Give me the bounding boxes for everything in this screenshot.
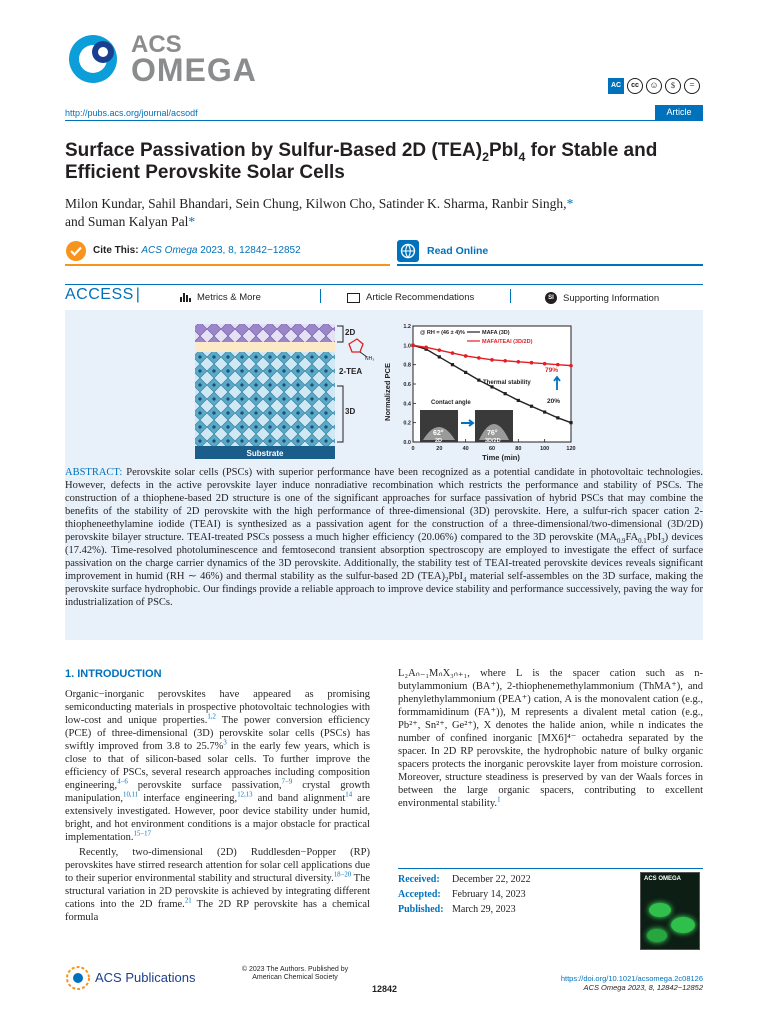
logo-acs-text: ACS xyxy=(131,31,182,58)
abstract-label: ABSTRACT: xyxy=(65,467,123,478)
toc-structure-figure xyxy=(193,322,383,460)
chart-xlabel: Time (min) xyxy=(482,453,520,462)
ref-link[interactable]: 4−6 xyxy=(117,778,128,786)
angle-3d2d: 76° xyxy=(487,430,498,437)
angle-2d: 62° xyxy=(433,430,444,437)
copyright-notice: © 2023 The Authors. Published by American Chemical Society xyxy=(241,966,349,981)
title-sub-1: 2 xyxy=(482,149,489,164)
abstract-text-3: material self-assembles on the 3D surface, making the perovskite surface hydrophobic. Our findings provide a reliable approach to improve device stability and performance successively, paving the way for industrialization of PSCs. xyxy=(65,571,703,608)
series-point-1 xyxy=(411,344,415,348)
read-online-link[interactable]: Read Online xyxy=(427,245,489,257)
cite-journal[interactable]: ACS Omega xyxy=(141,245,198,256)
nd-icon: = xyxy=(684,78,700,94)
abstract-text xyxy=(65,466,703,609)
series-point-1 xyxy=(530,361,534,365)
annotation-thermal: Thermal stability xyxy=(483,380,531,386)
license-icons xyxy=(608,78,704,94)
supporting-info-label: Supporting Information xyxy=(563,292,660,304)
recommendations-label: Article Recommendations xyxy=(366,292,475,303)
section-heading-introduction: 1. INTRODUCTION xyxy=(65,668,162,680)
x-tick-label: 100 xyxy=(540,446,550,452)
annotation-contact-angle: Contact angle xyxy=(431,400,471,406)
x-tick-label: 120 xyxy=(566,446,576,452)
series-point-1 xyxy=(477,356,481,360)
legend-mafa-teai: MAFA/TEAI (3D/2D) xyxy=(482,339,533,345)
y-tick-label: 0.8 xyxy=(403,362,411,369)
header-rule xyxy=(65,120,703,121)
title-part-1: Surface Passivation by Sulfur-Based 2D (TEA) xyxy=(65,140,483,161)
normalized-pce-chart xyxy=(383,322,583,462)
ref-link[interactable]: 1,2 xyxy=(207,713,216,721)
y-tick-label: 1.2 xyxy=(403,324,411,330)
article-title xyxy=(65,140,705,184)
x-tick-label: 80 xyxy=(515,446,522,452)
toc-chart xyxy=(383,322,583,462)
series-point-0 xyxy=(556,416,559,419)
publication-dates xyxy=(398,868,703,950)
toc-label-substrate: Substrate xyxy=(246,449,284,458)
received-date-row: Received: December 22, 2022 xyxy=(398,874,531,885)
acs-publications-text: ACS Publications xyxy=(95,970,196,985)
cover-title: ACS OMEGA xyxy=(644,876,682,882)
y-tick-label: 1.0 xyxy=(403,343,411,350)
nc-icon: $ xyxy=(665,78,681,94)
chart-ylabel: Normalized PCE xyxy=(383,363,392,421)
ref-link[interactable]: 1 xyxy=(497,796,501,804)
toc-molecule-label: NH₃ xyxy=(365,356,375,362)
toc-label-2tea: 2-TEA xyxy=(339,367,363,376)
article-type-badge: Article xyxy=(655,105,703,120)
x-tick-label: 60 xyxy=(488,446,496,452)
journal-cover-image xyxy=(640,872,700,950)
cite-details[interactable]: 2023, 8, 12842−12852 xyxy=(197,245,301,256)
label-3d2d: 3D/2D xyxy=(485,438,501,444)
accepted-date-row: Accepted: February 14, 2023 xyxy=(398,889,526,900)
by-icon: ☺ xyxy=(646,78,662,94)
series-point-0 xyxy=(517,399,520,402)
journal-url-link[interactable]: http://pubs.acs.org/journal/acsodf xyxy=(65,108,198,118)
ref-link[interactable]: 10,11 xyxy=(123,791,139,799)
y-tick-label: 0.0 xyxy=(403,440,411,446)
perovskite-structure-illustration xyxy=(193,322,383,460)
access-divider-1 xyxy=(320,289,321,303)
footer-citation xyxy=(520,974,703,992)
access-bar xyxy=(65,284,703,310)
authors-line-2[interactable]: and Suman Kalyan Pal xyxy=(65,214,189,229)
published-date-row: Published: March 29, 2023 xyxy=(398,904,516,915)
series-point-1 xyxy=(569,364,573,368)
intro-paragraph-2: Recently, two-dimensional (2D) Ruddlesden−Popper (RP) perovskites have stirred research attention for solar cell applications due to their superior environmental stability and structural diversity.$^{18-20}$ The structural variation in 2D perovskite is achieved by integrating different cations into the 2D frame.$^{21}$ The 2D RP perovskite has a chemical formula xyxy=(65,847,371,923)
ac-icon: AC xyxy=(608,78,624,94)
series-point-1 xyxy=(438,348,442,352)
corresponding-author-star-2[interactable]: * xyxy=(188,214,196,229)
page-number: 12842 xyxy=(372,984,398,994)
series-point-0 xyxy=(504,392,507,395)
cite-text xyxy=(93,245,301,256)
abstract-text-2: ) devices (17.42%). Time-resolved photoluminescence and femtosecond transient absorption spectroscopy are employed to investigate the effect of surface passivation on the charge carrier dynamics of the 3D perovskite. Additionally, the stability test of TEAI-treated perovskite devices reveals significant improvement in humid (RH ∼ 46%) and thermal stability as the sulfur-based 2D (TEA) xyxy=(65,532,703,582)
author-list xyxy=(65,195,705,231)
access-label: ACCESS | xyxy=(65,286,141,303)
intro-left-column xyxy=(65,688,370,924)
ref-link[interactable]: 14 xyxy=(345,791,353,799)
abstract-formula-5: 3 xyxy=(661,538,665,546)
doi-link[interactable]: https://doi.org/10.1021/acsomega.2c08126 xyxy=(560,974,703,983)
globe-icon xyxy=(397,240,419,262)
authors-line-1[interactable]: Milon Kundar, Sahil Bhandari, Sein Chung, Kilwon Cho, Satinder K. Sharma, Ranbir Singh, xyxy=(65,196,567,211)
toc-label-2d: 2D xyxy=(345,328,356,337)
y-tick-label: 0.4 xyxy=(403,401,411,408)
metrics-label: Metrics & More xyxy=(197,292,261,303)
intro-paragraph-1: Organic−inorganic perovskites have appeared as promising semiconducting materials in prospective photovoltaic technologies with low-cost and unique properties.$^{1,2}$ The power conversion efficiency (PCE) of three-dimensional (3D) perovskite solar cells (PSCs) has swiftly improved from 3.8 to 25.7%$^3$ in the early few years, which is close to that of silicon-based solar cells. To further improve the efficiency of PSCs, several research approaches including composition engineering,$^{4-6}$ perovskite surface passivation,$^{7-9}$ crystal growth manipulation,$^{10,11}$ interface engineering,$^{12,13}$ and band alignment$^{14}$ are extensively investigated. However, poor device stability under humid, bright, and hot environment conditions is a major obstacle for practical implementation.$^{15-17}$ xyxy=(65,689,370,843)
series-point-0 xyxy=(530,405,533,408)
article-icon xyxy=(347,293,360,303)
access-divider-2 xyxy=(510,289,511,303)
series-point-1 xyxy=(556,363,560,367)
annotation-20: 20% xyxy=(547,398,561,405)
intro-right-column xyxy=(398,667,703,810)
abstract-formula-2: FA xyxy=(625,532,639,543)
acs-publications-icon xyxy=(65,965,91,991)
bar-chart-icon xyxy=(180,293,191,302)
series-point-0 xyxy=(451,363,454,366)
abstract-formula-4: PbI xyxy=(646,532,662,543)
cite-this-box[interactable] xyxy=(65,240,390,266)
annotation-79: 79% xyxy=(545,367,559,374)
ref-link[interactable]: 21 xyxy=(184,897,192,905)
series-point-1 xyxy=(424,345,428,349)
abstract-formula-7: PbI xyxy=(448,571,463,582)
series-point-1 xyxy=(503,359,507,363)
check-badge-icon xyxy=(65,240,87,262)
ref-link[interactable]: 15−17 xyxy=(133,830,151,838)
x-tick-label: 0 xyxy=(411,446,415,452)
x-tick-label: 20 xyxy=(436,446,443,452)
ref-link[interactable]: 3 xyxy=(223,739,227,747)
droplet-2d xyxy=(420,410,458,444)
title-part-2: PbI xyxy=(488,140,519,161)
corresponding-author-star[interactable]: * xyxy=(566,196,574,211)
ref-link[interactable]: 18−20 xyxy=(333,871,352,879)
series-point-1 xyxy=(451,351,455,355)
ref-link[interactable]: 12,13 xyxy=(237,791,253,799)
series-point-0 xyxy=(438,355,441,358)
series-point-0 xyxy=(569,421,572,424)
si-icon: SI xyxy=(545,292,557,304)
rp-formula: L₂Aₙ₋₁MₙX₃ₙ₊₁ xyxy=(398,668,468,679)
chart-condition: @ RH = (46 ± 4)% xyxy=(420,330,465,336)
abstract-formula-8: 4 xyxy=(462,577,467,585)
series-point-0 xyxy=(477,379,480,382)
recommendations-link[interactable] xyxy=(347,292,474,303)
footer-citation-text: ACS Omega 2023, 8, 12842−12852 xyxy=(583,983,703,992)
title-sub-2: 4 xyxy=(518,149,526,164)
acs-publications-logo xyxy=(65,965,196,996)
ref-link[interactable]: 7−9 xyxy=(281,778,293,786)
legend-mafa: MAFA (3D) xyxy=(482,330,510,336)
intro-paragraph-3: L₂Aₙ₋₁MₙX₃ₙ₊₁, where L is the spacer cation such as n-butylammonium (BA⁺), 2-thiophenemethylammonium (ThMA⁺), and phenylethylammonium (PEA⁺) cation, A is the monovalent cation (e.g., formmamidinum (FA⁺)), M represents a divalent metal cation (e.g., Pb²⁺, Sn²⁺, Ge²⁺), X denotes the halide anion, while n indicates the number of confined inorganic [MX6]⁴⁻ octahedra separated by the spacer. In 2D RP perovskite, the hydrophobic nature of bulky organic spacers protects the inorganic perovskite layer from moisture corrosion. Moreover, structure steadiness is preserved by van der Waals forces in between the large organic spacers, contributing to excellent environmental stability.$^1$ xyxy=(398,668,703,809)
omega-logo-icon xyxy=(65,30,127,88)
abstract-text-1: Perovskite solar cells (PSCs) with superior performance have been recognized as a potential candidate in photovoltaic technologies. However, defects in the active perovskite layer induce nonradiative recombination which restricts the performance and stability of PSCs. The construction of a thiophene-based 2D structure is one of the significant approaches for surface passivation of hybrid PSCs that may combine the benefits of the stability of 2D perovskite with the high performance of three-dimensional (3D) perovskite. Here, a sulfur-rich spacer cation 2-thiopheneethylamine iodide (TEAI) is synthesized as a passivation agent for the construction of a three-dimensional/two-dimensional (3D/2D) perovskite bilayer structure. TEAI-treated PSCs possess a much higher efficiency (20.06%) compared to the 3D perovskite (MA xyxy=(65,467,703,543)
read-online-box[interactable] xyxy=(397,240,703,266)
series-point-1 xyxy=(464,354,468,358)
series-point-1 xyxy=(543,362,547,366)
access-label-text: ACCESS xyxy=(65,286,134,303)
title-part-3: for Stable and Efficient Perovskite Solar Cells xyxy=(65,140,658,183)
supporting-info-link[interactable] xyxy=(545,292,659,304)
y-tick-label: 0.6 xyxy=(403,382,411,388)
metrics-link[interactable] xyxy=(180,292,261,303)
cc-icon: cc xyxy=(627,78,643,94)
series-point-1 xyxy=(517,360,521,364)
abstract-formula-6: 2 xyxy=(444,577,449,585)
cite-label: Cite This: xyxy=(93,245,139,256)
abstract-formula-3: 0.1 xyxy=(638,538,647,546)
series-point-1 xyxy=(490,358,494,362)
y-tick-label: 0.2 xyxy=(403,420,411,427)
series-point-0 xyxy=(464,371,467,374)
acs-omega-logo xyxy=(65,30,275,88)
label-2d: 2D xyxy=(435,438,443,444)
x-tick-label: 40 xyxy=(462,446,469,452)
toc-label-3d: 3D xyxy=(345,407,356,416)
series-point-0 xyxy=(543,410,546,413)
droplet-3d2d xyxy=(475,410,513,444)
abstract-formula-1: 0.9 xyxy=(616,538,626,546)
logo-omega-text: OMEGA xyxy=(131,52,257,88)
